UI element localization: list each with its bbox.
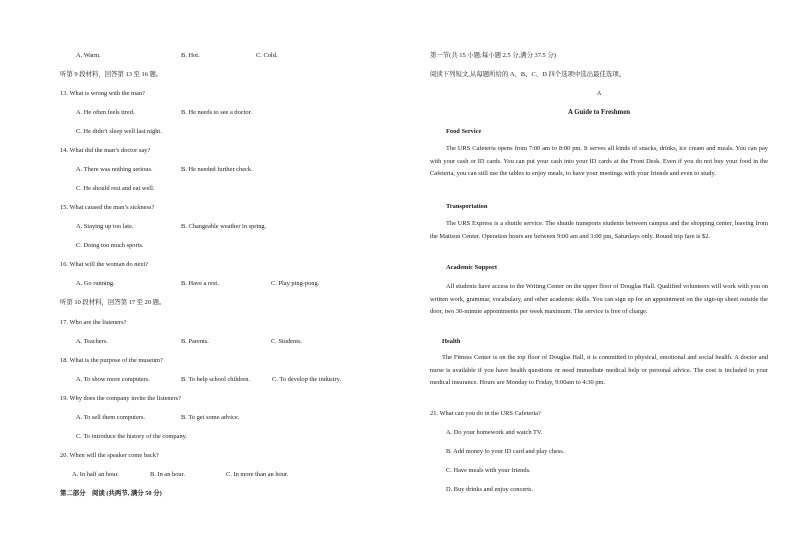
academic-support-paragraph: All students have access to the Writing Center on the upper floor of Douglas Hall. Qualified volunteers will work with you on written work, grammar, vocabulary, and other academic skills. You can sign up for an appointment on the sign-up sheet outside the door, two 30-minute appointments per week maximum. The service is free of charge. <box>430 283 768 315</box>
q12-option-a: A. Warm. <box>76 52 101 59</box>
q18-option-b: B. To help school children. <box>181 376 251 383</box>
q14-option-b: B. He needed further check. <box>181 166 253 173</box>
q12-option-b: B. Hot. <box>181 52 200 59</box>
section-one-heading: 第一节(共 15 小题;每小题 2.5 分,满分 37.5 分) <box>430 52 556 59</box>
q16-option-c: C. Play ping-pong. <box>271 280 320 287</box>
food-service-paragraph: The URS Cafeteria opens from 7:00 am to 8:00 pm. It serves all kinds of snacks, drinks, ice cream and meals. You can pay with your cash or ID cards. You can put your cash into your ID cards at the Front Desk. Even if you do not buy your food in the Cafeteria, you can still use the tables to enjoy meals, to have your meetings with your friends and even to study. <box>430 145 768 177</box>
q18-option-c: C. To develop the industry. <box>272 376 341 383</box>
academic-support-heading: Academic Support <box>446 264 497 271</box>
health-heading: Health <box>442 338 461 345</box>
q21-option-d: D. Buy drinks and enjoy concerts. <box>446 486 534 493</box>
transportation-paragraph: The URS Express is a shuttle service. The shuttle transports students between campus and the shopping center, leaving from the Mattson Center. Operation hours are between 9:00 am and 3:00 pm, Saturdays only. Round trip fare is $2. <box>430 220 768 240</box>
q13-option-c: C. He didn’t sleep well last night. <box>76 128 162 135</box>
q15-option-b: B. Changeable weather in spring. <box>181 223 267 230</box>
q21-option-b: B. Add money to your ID card and play chess. <box>446 448 565 455</box>
q17-option-a: A. Teachers. <box>76 338 108 345</box>
passage-letter: A <box>596 90 602 97</box>
passage-title: A Guide to Freshmen <box>568 109 630 116</box>
q20-option-c: C. In more than an hour. <box>226 471 289 478</box>
q18-option-a: A. To show more computers. <box>76 376 150 383</box>
q19-option-c: C. To introduce the history of the company. <box>76 433 188 440</box>
health-paragraph: The Fitness Center is on the top floor of Douglas Hall, it is committed to physical, emotional and social health. A doctor and nurse is available if you have health questions or need immediate medical help or personal advice. The cost is included in your medical insurance. Hours are Monday to Friday, 9:00am to 4:30 pm. <box>430 354 768 386</box>
section-10-instruction: 听第 10 段材料，回答第 17 至 20 题。 <box>60 299 166 306</box>
q17-stem: 17. Who are the listeners? <box>60 319 127 326</box>
q16-option-b: B. Have a rest. <box>181 280 219 287</box>
q21-option-a: A. Do your homework and watch TV. <box>446 429 543 436</box>
q16-stem: 16. What will the woman do next? <box>60 261 149 268</box>
q14-option-a: A. There was nothing serious. <box>76 166 153 173</box>
food-service-heading: Food Service <box>446 128 482 135</box>
transportation-heading: Transportation <box>446 203 488 210</box>
q15-stem: 15. What caused the man’s sickness? <box>60 204 155 211</box>
q12-option-c: C. Cold. <box>256 52 278 59</box>
q20-option-b: B. In an hour. <box>150 471 185 478</box>
q15-option-a: A. Staying up too late. <box>76 223 134 230</box>
q13-option-a: A. He often feels tired. <box>76 109 135 116</box>
q13-option-b: B. He needs to see a doctor. <box>181 109 252 116</box>
q19-option-a: A. To sell them computers. <box>76 414 146 421</box>
q16-option-a: A. Go running. <box>76 280 115 287</box>
reading-instruction: 阅读下列短文,从每题所给的 A、B、C、D 四个选项中选出最佳选项。 <box>430 71 626 78</box>
q14-stem: 14. What did the man’s doctor say? <box>60 147 151 154</box>
section-9-instruction: 听第 9 段材料，回答第 13 至 16 题。 <box>60 71 163 78</box>
q21-option-c: C. Have meals with your friends. <box>446 467 531 474</box>
q15-option-c: C. Doing too much sports. <box>76 242 144 249</box>
q13-stem: 13. What is wrong with the man? <box>60 90 145 97</box>
q19-option-b: B. To get some advice. <box>181 414 240 421</box>
q19-stem: 19. Why does the company invite the listeners? <box>60 395 181 402</box>
q21-stem: 21. What can you do in the URS Cafeteria? <box>430 410 541 417</box>
q17-option-b: B. Parents. <box>181 338 209 345</box>
part-two-heading: 第二部分 阅读 (共两节, 满分 50 分) <box>60 490 162 497</box>
q20-option-a: A. In half an hour. <box>72 471 119 478</box>
q14-option-c: C. He should rest and eat well. <box>76 185 155 192</box>
q18-stem: 18. What is the purpose of the museum? <box>60 357 163 364</box>
q20-stem: 20. When will the speaker come back? <box>60 452 159 459</box>
q17-option-c: C. Students. <box>271 338 303 345</box>
